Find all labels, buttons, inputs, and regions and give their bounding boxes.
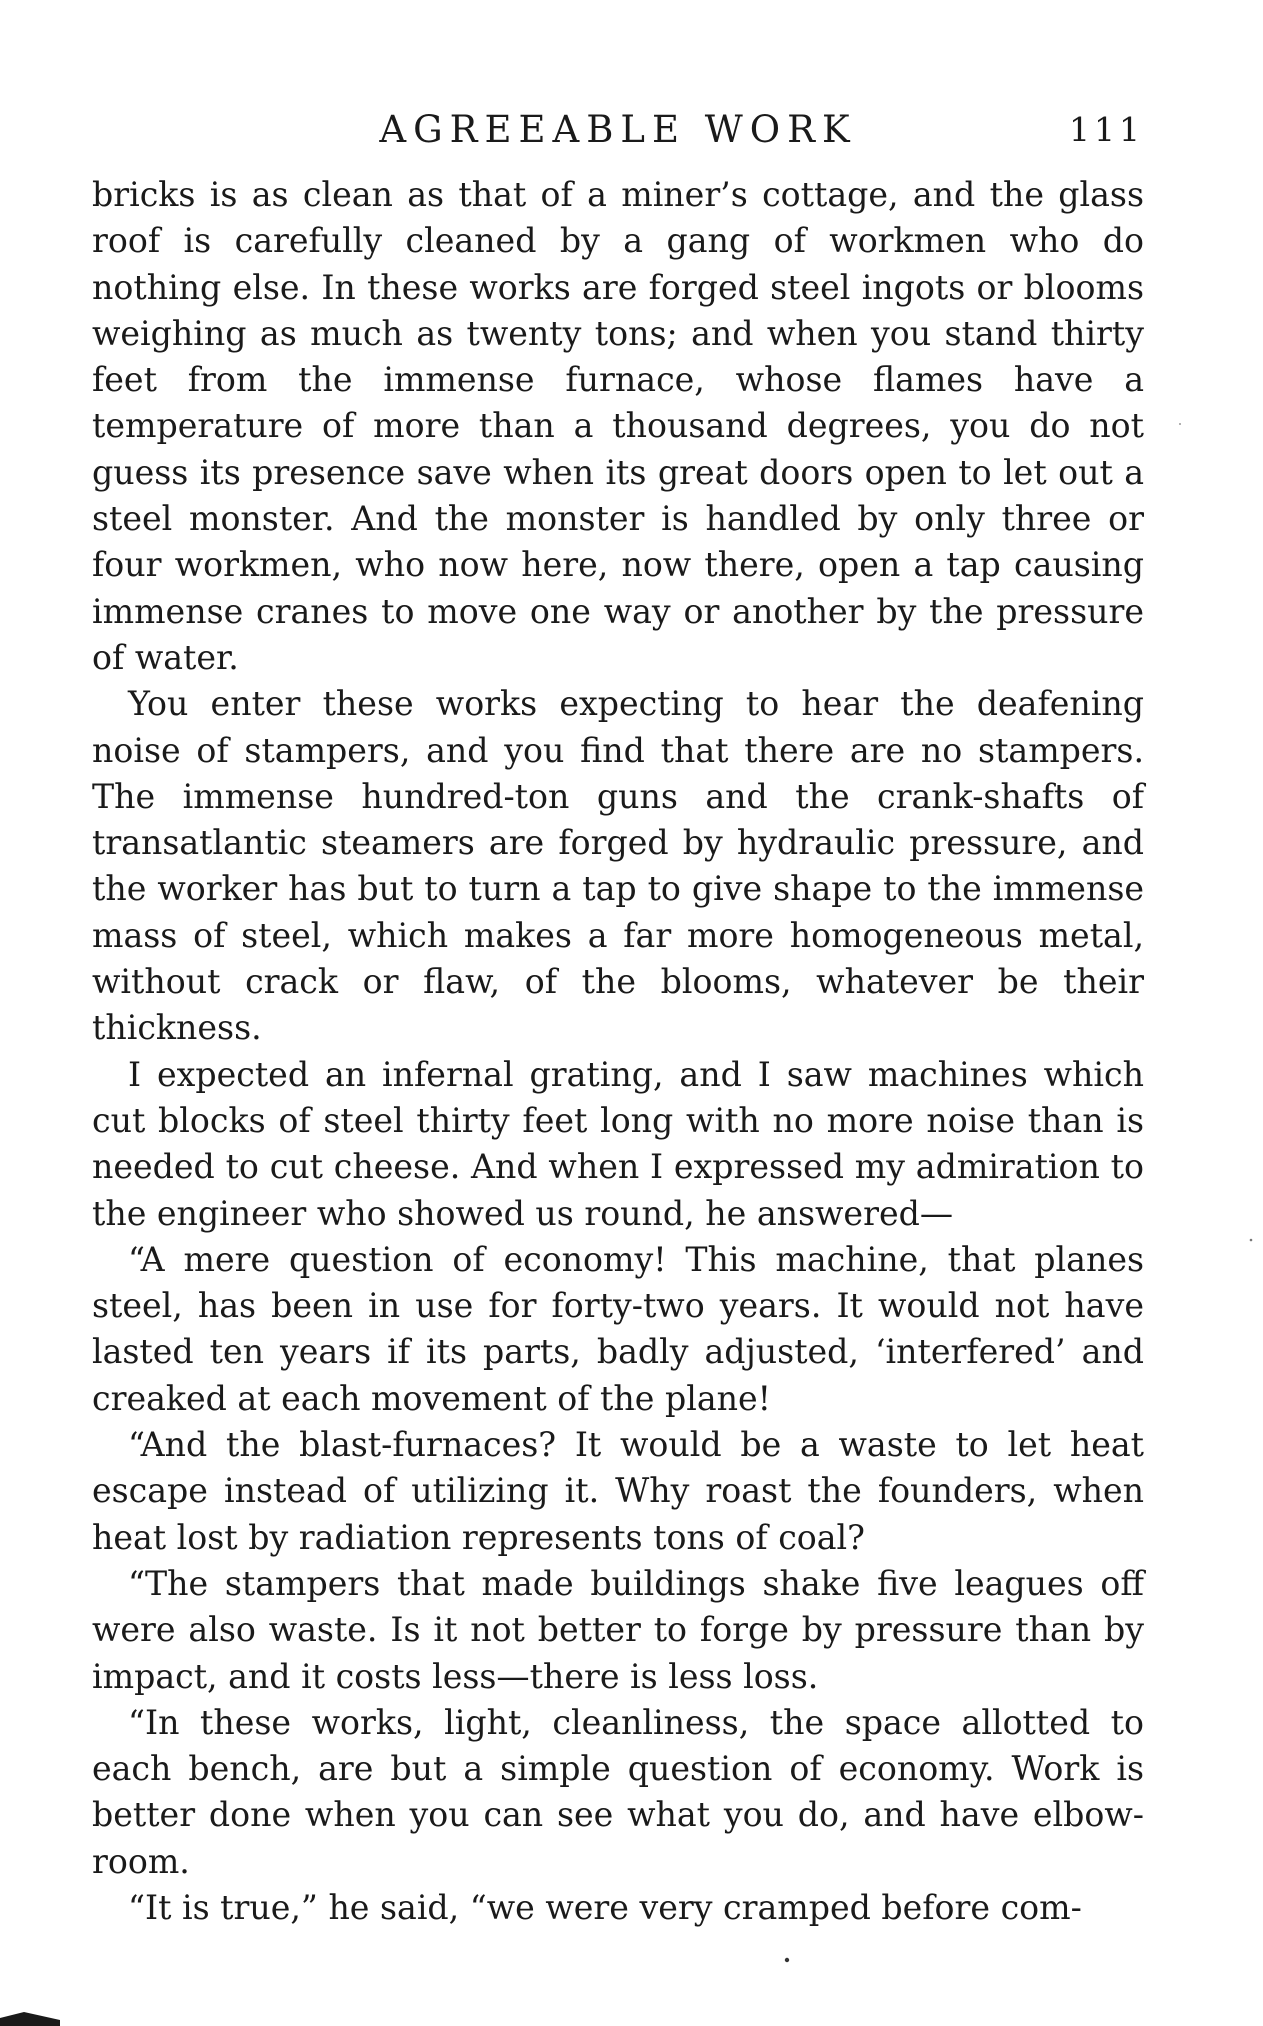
paragraph: “The stampers that made buildings shake five leagues off were also waste. Is it not better to forge by pressure than by impact, and it costs less—there is less loss. (92, 1563, 1144, 1696)
paragraph: “It is true,” he said, “we were very cramped before com- (128, 1887, 1082, 1927)
paragraph: “And the blast-furnaces? It would be a waste to let heat escape instead of utilizing it. Why roast the founders, when heat lost by radiation represents tons of coal? (92, 1425, 1144, 1557)
corner-smudge (0, 2012, 60, 2026)
paragraph: “A mere question of economy! This machine, that planes steel, has been in use for forty-two years. It would not have lasted ten years if its parts, badly adjusted, ‘interfered’ and creaked at each movement of the plane! (92, 1239, 1144, 1418)
paragraph: You enter these works expecting to hear the deafening noise of stampers, and you find that there are no stampers. The immense hundred-ton guns and the crank-shafts of transatlantic steamers are forged by hydraulic pressure, and the worker has but to turn a tap to give shape to the immense mass of steel, which makes a far more homogeneous metal, without crack or flaw, of the blooms, whatever be their thickness. (92, 684, 1144, 1048)
paragraph: bricks is as clean as that of a miner’s cottage, and the glass roof is carefully cleaned by a gang of workmen who do nothing else. In these works are forged steel ingots or blooms weighing as much as twenty tons; and when you stand thirty feet from the immense furnace, whose flames have a temperature of more than a thousand degrees, you do not guess its presence save when its great doors open to let out a steel monster. And the monster is handled by only three or four workmen, who now here, now there, open a tap causing immense cranes to move one way or another by the pressure of water. (92, 175, 1144, 677)
ink-speck (785, 1958, 789, 1962)
ink-speck (1179, 423, 1181, 425)
paragraph: “In these works, light, cleanliness, the space allotted to each bench, are but a simple question of economy. Work is better done when you can see what you do, and have elbow-room. (92, 1702, 1144, 1881)
book-page (92, 100, 1144, 1931)
paragraph: I expected an infernal grating, and I saw machines which cut blocks of steel thirty feet long with no more noise than is needed to cut cheese. And when I expressed my admiration to the engineer who showed us round, he answered— (92, 1054, 1144, 1233)
page-number: 111 (1069, 110, 1144, 149)
ink-speck (1250, 1239, 1253, 1242)
running-head (92, 100, 1144, 160)
body-text (92, 172, 1144, 1931)
running-title: AGREEABLE WORK (379, 108, 857, 151)
